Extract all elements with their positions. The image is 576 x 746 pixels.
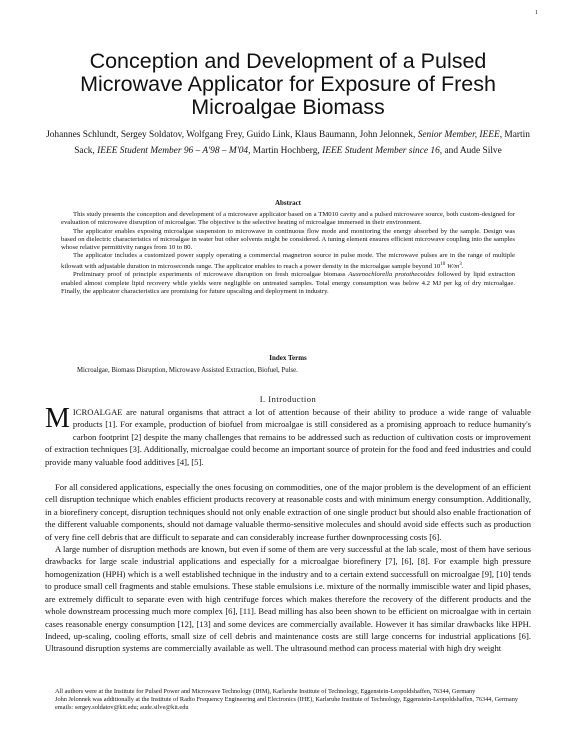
- abstract-text: Preliminary proof of principle experiments of microwave disruption on fresh microalgae biomass: [73, 271, 346, 279]
- footnote: emails: sergey.soldatov@kit.edu; aude.silve@kit.edu: [55, 704, 189, 711]
- author-last: and Aude Silve: [444, 145, 502, 156]
- footnotes: [45, 688, 531, 712]
- index-terms-heading: Index Terms: [269, 354, 307, 362]
- abstract-paragraph: This study presents the conception and development of a microwave applicator based on a TM010 cavity and a pulsed microwave source, both custom-designed for evaluation of microwave disruption of microalgae. The objective is the selective heating of microalgae immersed in their environment.: [61, 211, 515, 227]
- paper-title: Conception and Development of a Pulsed Microwave Applicator for Exposure of Fresh Microalgae Biomass: [80, 49, 496, 119]
- author-list: [40, 128, 536, 159]
- hochberg-membership-note: IEEE Student Member since 16,: [322, 145, 443, 156]
- period: .: [461, 263, 464, 271]
- author-martin-hochberg: Martin Hochberg,: [252, 145, 320, 156]
- abstract-text: The applicator includes a customized power supply operating a commercial magnetron source in pulse mode. The microwave pulses are in the range of multiple kilowatt with adjustable duration in microseconds range. The applicator enables to reach a power density in the microalgae sample beyond 10: [61, 252, 515, 271]
- footnote: All authors were at the Institute for Pulsed Power and Microwave Technology (IHM), Karlsruhe Institute of Technology, Eggenstein-Leopoldshaffen, 76344, Germany: [55, 688, 476, 695]
- abstract-paragraph: [61, 252, 515, 271]
- page-number: 1: [535, 10, 538, 16]
- paragraph-text: ICROALGAE are natural organisms that attract a lot of attention because of their ability to produce a wide range of valuable products [1]. For example, production of biofuel from microalgae is still considered as a promising approach to reduce humanity's carbon footprint [2] despite the many challenges that remains to be addressed such as reduction of cultivation costs or improvement of extraction techniques [3]. Additionally, microalgae could become an important source of protein for the food and feed industries and could provide many valuable food additives [4], [5].: [45, 407, 531, 467]
- species-name: Auxenochlorella protothecoides: [348, 271, 435, 279]
- abstract-text: followed by lipid extraction enabled almost complete lipid recovery while yields were negligible on untreated samples. Total energy consumption was below 4.2 MJ per kg of dry microalgae. Finally, the applicator characteristics are promising for future upscaling and deployment in industry.: [61, 271, 516, 295]
- unit-exponent: 3: [459, 261, 462, 267]
- sack-membership-note: IEEE Student Member 96 – A'98 – M'04,: [97, 145, 251, 156]
- unit: W/m: [446, 263, 460, 271]
- body-paragraph: A large number of disruption methods are known, but even if some of them are very successful at the lab scale, most of them have serious drawbacks for large scale industrial applications and especially for a microalgae biorefinery [7], [6], [8]. For example high pressure homogenization (HPH) which is a well established technique in the industry and to a certain extend successfull on microalgae [9], [10] tends to produce small cell fragments and stable emulsions. These stable emulsions i.e. mixture of the normally immiscible water and lipid phases, are extremely difficult to separate even with high centrifuge forces which makes therefore the recovery of the different products and the whole downstream processing much more complex [6], [11]. Bead milling has also been shown to be efficient on microalgae with in certain cases reasonable energy consumption [12], [13] and some devices are commercially available. However it has similar drawbacks like HPH. Indeed, up-scaling, cooling efforts, small size of cell debris and maintenance costs are still large concerns for industrial applications [6]. Ultrasound disruption systems are commercially available as well. The ultrasound method can process material with high dry weight: [45, 544, 531, 654]
- body-paragraph: For all considered applications, especially the ones focusing on commodities, one of the major problem is the development of an efficient cell disruption technique which enables efficient products recovery at reasonable costs and with minimum energy consumption. Additionally, in a biorefinery concept, disruption techniques should not only enable extraction of one single product but should also enable fractionation of the different valuable components, should not damage valuable thermo-sensitive molecules and should avoid side effects such as production of very fine cell debris that are difficult to separate and can considerably increase further downprocessing costs [6].: [45, 482, 531, 542]
- section-heading: I. Introduction: [259, 394, 317, 404]
- drop-cap: M: [45, 403, 70, 434]
- index-terms: Microalgae, Biomass Disruption, Microwave Assisted Extraction, Biofuel, Pulse.: [77, 367, 298, 374]
- abstract-paragraph: [61, 271, 515, 296]
- abstract-paragraph: The applicator enables exposing microalgae suspension to microwave in continuous flow mode and monitoring the energy absorbed by the sample. Design was based on dielectric characteristics of microalgae in water but other solvents might be considered. A tuning element ensures efficient microwave coupling into the samples whose relative permittivity ranges from 10 to 80.: [61, 227, 515, 252]
- body-text: [45, 403, 531, 655]
- author-martin-sack: Martin Sack,: [74, 130, 530, 156]
- abstract-body: [61, 211, 515, 296]
- exponent: 10: [440, 261, 446, 267]
- intro-paragraph: [45, 403, 531, 468]
- author-names: Johannes Schlundt, Sergey Soldatov, Wolfgang Frey, Guido Link, Klaus Baumann, John Jelonnek,: [46, 130, 416, 140]
- senior-member-note: Senior Member, IEEE,: [417, 130, 503, 140]
- abstract-heading: Abstract: [274, 199, 302, 207]
- footnote: John Jelonnek was additionally at the Institute of Radio Frequency Engineering and Electronics (IHE), Karlsruhe Institute of Technology, Eggenstein-Leopoldshaffen, 76344, Germany: [55, 696, 519, 703]
